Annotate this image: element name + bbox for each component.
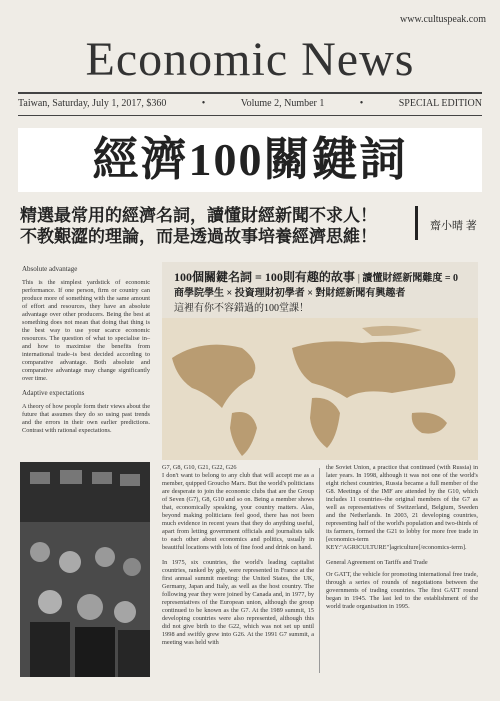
promo-title: 100個關鍵名詞 = 100則有趣的故事 | 讀懂財經新聞難度 = 0 [174, 270, 459, 284]
chinese-title: 經濟100關鍵詞 [18, 128, 482, 192]
promo-line: 這裡有你不容錯過的100堂課！ [174, 303, 309, 314]
author-name: 齋小晴 著 [430, 220, 477, 232]
place-date: Taiwan, Saturday, July 1, 2017, $360 [18, 98, 167, 109]
volume-number: Volume 2, Number 1 [240, 98, 325, 109]
column-middle [162, 464, 314, 653]
article-heading: G7, G8, G10, G21, G22, G26 [162, 464, 237, 471]
article-heading: General Agreement on Tariffs and Trade [326, 558, 428, 566]
column-right [326, 464, 478, 617]
tagline-line-2: 不教艱澀的理論，而是透過故事培養經濟思維！ [20, 227, 377, 246]
article-text: Or GATT, the vehicle for promoting international free trade, through a series of rounds of negotiations between the governments of trading countries. The first GATT round began in 1945. The last led to the establishment of the world trade organisation in 1995. [326, 570, 478, 610]
edition-label: SPECIAL EDITION [398, 98, 482, 109]
column-divider [319, 468, 320, 673]
promo-difficulty: 讀懂財經新聞難度 = 0 [362, 273, 459, 284]
bullet: • [359, 98, 364, 109]
article-text: This is the simplest yardstick of economic performance. If one person, firm or country can produce more of something with the same amount of effort and resources, they have an absolute advantage over other producers. Being the best at something does not mean that doing that thing is the best way to use your scarce economic resources. The question of what to specialise in–and how to maximise the benefits from international trade–is best decided according to comparative advantage. Both absolute and comparative advantage may change significantly over time. [22, 279, 150, 382]
article-text: In 1975, six countries, the world's leading capitalist countries, ranked by gdp, were represented in France at the first annual summit meeting: the United States, the UK, Germany, Japan and Italy, as well as the host country. The following year they were joined by Canada and, in 1977, by representatives of the European union, although the group continued to be known as the G7. At the 1989 summit, 15 developing countries were also represented, although this did not give birth to the G22, which was not set up until 1998 and swiftly grew into G26. At the 1991 G7 summit, a meeting was held with [162, 558, 314, 646]
promo-audience: 商學院學生 × 投資理財初學者 × 對財經新聞有興趣者 [174, 288, 406, 299]
tagline [20, 205, 410, 247]
tagline-line-1: 精選最常用的經濟名詞，讀懂財經新聞不求人！ [20, 206, 377, 225]
article-text: A theory of how people form their views about the future that assumes they do so using past trends and the errors in their own earlier predictions. Contrast with rational expectations. [22, 403, 150, 434]
divider-bar [415, 206, 418, 240]
column-left [22, 265, 150, 441]
divider [18, 115, 482, 116]
bullet: • [201, 98, 206, 109]
trading-floor-photo [20, 462, 150, 677]
website-url[interactable]: www.cultuspeak.com [400, 14, 486, 25]
issue-line [18, 98, 482, 109]
divider [18, 92, 482, 94]
world-map-image [162, 318, 478, 460]
article-text: I don't want to belong to any club that will accept me as a member, quipped Groucho Marx. But the world's politicians are desperate to join the economic clubs that are the Group of Seven (G7), G8, G10 and so on. Being a member shows that, economically speaking, your country matters. Alas, beyond making politicians feel good, there has not been much evidence in recent years that they do anything useful, apart from letting government officials and journalists talk to each other about economics and politics, usually in beautiful locations with lots of fine food and drink on hand. [162, 472, 314, 552]
article-text: the Soviet Union, a practice that continued (with Russia) in later years. In 1998, although it was not one of the world's eight richest countries, Russia became a full member of the G8. Meetings of the IMF are attended by the G10, which includes 11 countries–the original members of the G7 as well as representatives of Switzerland, Belgium, Sweden and the Netherlands. In 2003, 21 developing countries, representing half of the world's population and two-thirds of its farmers, formed the G21 to lobby for more free trade in [economics-term KEY:"AGRICULTURE"]agriculture[/economics-term]. [326, 464, 478, 552]
promo-title-main: 100個關鍵名詞 = 100則有趣的故事 [174, 270, 355, 284]
masthead-title: Economic News [85, 33, 415, 86]
article-heading: Absolute advantage [22, 265, 78, 273]
article-heading: Adaptive expectations [22, 389, 85, 397]
